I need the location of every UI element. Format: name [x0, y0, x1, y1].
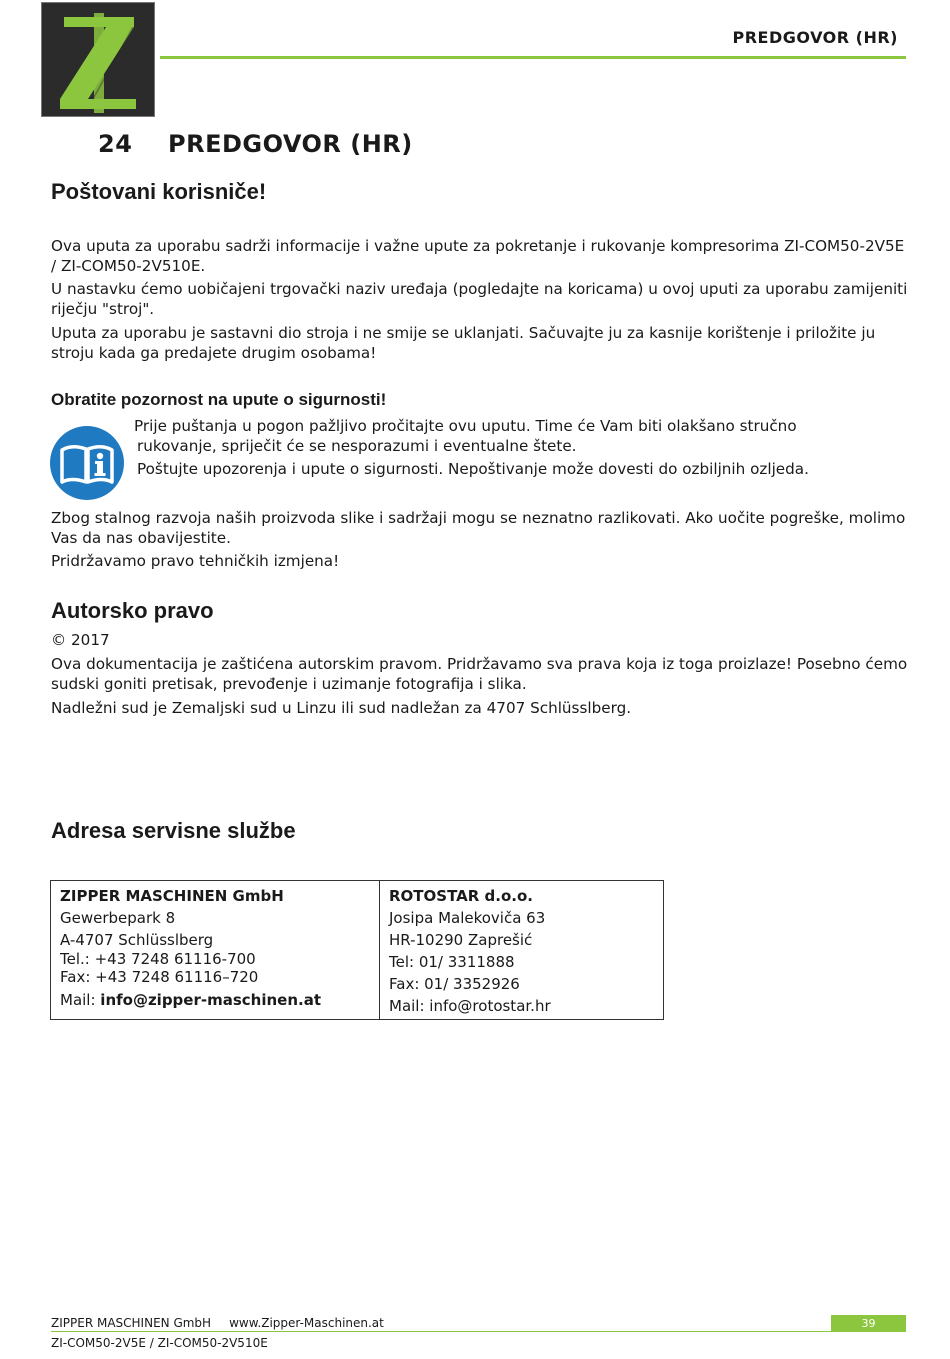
footer-model: ZI-COM50-2V5E / ZI-COM50-2V510E [51, 1336, 268, 1350]
header-title: PREDGOVOR (HR) [732, 28, 898, 47]
fax-number: Fax: +43 7248 61116–720 [60, 968, 259, 986]
street-address: Gewerbepark 8 [60, 909, 176, 927]
footer-company-line [51, 1316, 384, 1330]
email-link[interactable]: info@zipper-maschinen.at [100, 991, 322, 1009]
changes-paragraph: Zbog stalnog razvoja naših proizvoda slike i sadržaji mogu se neznatno razlikovati. Ako uočite pogreške, molimo Vas da nas obavijestite. [51, 509, 906, 547]
service-address-table [50, 880, 664, 1020]
company-name: ZIPPER MASCHINEN GmbH [60, 887, 284, 905]
chapter-number: 24 [98, 130, 133, 158]
phone-number: Tel.: +43 7248 61116-700 [60, 950, 256, 968]
intro-paragraph-3: Uputa za uporabu je sastavni dio stroja i ne smije se uklanjati. Sačuvajte ju za kasnije korištenje i priložite ju stroju kada ga predajete drugim osobama! [51, 324, 876, 362]
footer-website-link[interactable]: www.Zipper-Maschinen.at [229, 1316, 384, 1330]
chapter-heading [98, 130, 413, 158]
fax-number: Fax: 01/ 3352926 [389, 975, 520, 993]
intro-paragraph-2: U nastavku ćemo uobičajeni trgovački naziv uređaja (pogledajte na koricama) u ovoj uputi za uporabu zamijeniti riječju "stroj". [51, 280, 908, 318]
copyright-paragraph: Ova dokumentacija je zaštićena autorskim pravom. Pridržavamo sva prava koja iz toga proizlaze! Posebno ćemo sudski goniti pretisak, prevođenje i uzimanje fotografija i slika. [51, 655, 908, 693]
zipper-logo [41, 2, 155, 117]
technical-changes-note: Pridržavamo pravo tehničkih izmjena! [51, 552, 340, 570]
jurisdiction-paragraph: Nadležni sud je Zemaljski sud u Linzu ili sud nadležan za 4707 Schlüsslberg. [51, 699, 632, 717]
header-divider [160, 56, 906, 59]
safety-line-1: Prije puštanja u pogon pažljivo pročitajte ovu uputu. Time će Vam biti olakšano stručno [134, 417, 797, 435]
safety-heading: Obratite pozornost na upute o sigurnosti! [51, 390, 387, 409]
street-address: Josipa Malekoviča 63 [389, 909, 546, 927]
copyright-year: © 2017 [51, 631, 110, 649]
intro-paragraph-1: Ova uputa za uporabu sadrži informacije i važne upute za pokretanje i rukovanje kompresorima ZI-COM50-2V5E / ZI-COM50-2V510E. [51, 237, 905, 275]
city-address: HR-10290 Zaprešić [389, 931, 533, 949]
chapter-title: PREDGOVOR (HR) [168, 130, 413, 158]
footer-divider [51, 1331, 906, 1332]
logo-z-icon [42, 3, 154, 116]
email-label: Mail: [60, 991, 101, 1009]
greeting-heading: Poštovani korisniče! [51, 179, 267, 204]
service-heading: Adresa servisne službe [51, 818, 296, 843]
page-number: 39 [831, 1315, 906, 1332]
email-link[interactable]: Mail: info@rotostar.hr [389, 997, 551, 1015]
company-name: ROTOSTAR d.o.o. [389, 887, 533, 905]
email-line [60, 989, 370, 1011]
copyright-heading: Autorsko pravo [51, 598, 214, 623]
safety-line-2: rukovanje, spriječit će se nesporazumi i eventualne štete. [137, 437, 577, 455]
footer-company: ZIPPER MASCHINEN GmbH [51, 1316, 212, 1330]
service-address-zipper [51, 881, 380, 1019]
read-manual-info-icon [50, 426, 124, 500]
service-address-rotostar [380, 881, 663, 1019]
phone-number: Tel: 01/ 3311888 [389, 953, 515, 971]
safety-line-3: Poštujte upozorenja i upute o sigurnosti. Nepoštivanje može dovesti do ozbiljnih ozljeda. [137, 460, 809, 478]
city-address: A-4707 Schlüsslberg [60, 931, 214, 949]
